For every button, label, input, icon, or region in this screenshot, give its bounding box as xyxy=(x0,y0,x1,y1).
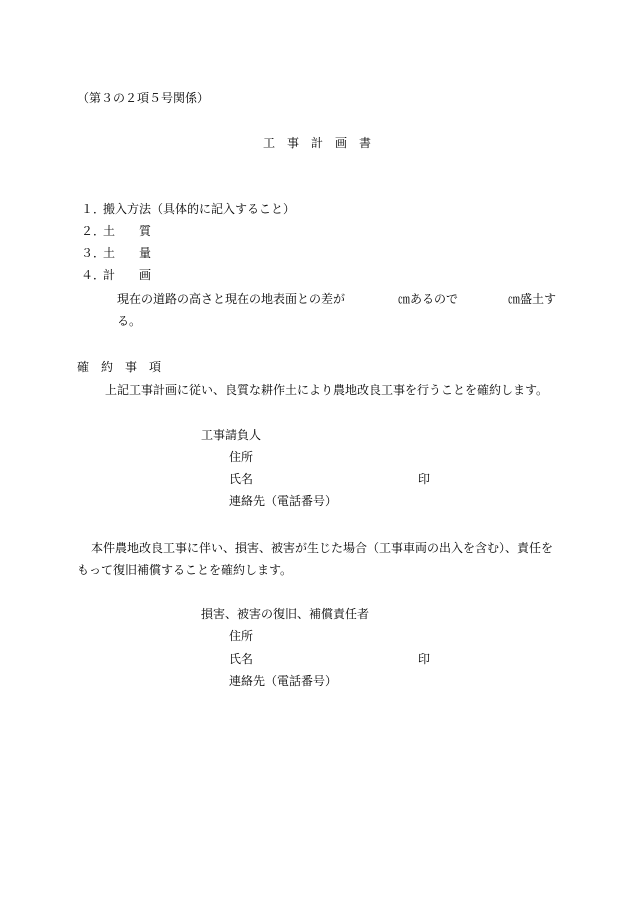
item-label-1: 搬入方法（具体的に記入すること） xyxy=(103,202,296,216)
damage-responsible-title: 損害、被害の復旧、補償責任者 xyxy=(201,607,370,621)
form-reference: （第３の２項５号関係） xyxy=(77,91,210,105)
damage-address-label: 住所 xyxy=(229,629,254,643)
plan-text-line2: る。 xyxy=(117,314,142,328)
plan-unit-1: ㎝あるので xyxy=(398,292,459,306)
item-number-4: ４． xyxy=(81,268,106,282)
damage-paragraph-line2: もって復旧補償することを確約します。 xyxy=(77,563,293,577)
item-number-3: ３． xyxy=(81,246,106,260)
item-label-4: 計 画 xyxy=(103,268,152,282)
confirmation-heading: 確 約 事 項 xyxy=(77,360,162,374)
contractor-address-label: 住所 xyxy=(229,450,254,464)
plan-text-line1: 現在の道路の高さと現在の地表面との差が xyxy=(117,292,346,306)
document-title: 工 事 計 画 書 xyxy=(263,136,372,150)
contractor-contact-label: 連絡先（電話番号） xyxy=(229,494,338,508)
contractor-seal-mark: 印 xyxy=(418,472,431,486)
damage-seal-mark: 印 xyxy=(418,652,431,666)
item-number-1: １． xyxy=(81,202,106,216)
confirmation-text: 上記工事計画に従い、良質な耕作土により農地改良工事を行うことを確約します。 xyxy=(105,383,549,397)
contractor-name-label: 氏名 xyxy=(229,472,254,486)
damage-paragraph-line1: 本件農地改良工事に伴い、損害、被害が生じた場合（工事車両の出入を含む）、責任を xyxy=(91,541,554,555)
contractor-title: 工事請負人 xyxy=(201,428,262,442)
damage-contact-label: 連絡先（電話番号） xyxy=(229,674,338,688)
item-label-2: 土 質 xyxy=(103,224,152,238)
plan-unit-2: ㎝盛土す xyxy=(508,292,557,306)
item-label-3: 土 量 xyxy=(103,246,152,260)
damage-name-label: 氏名 xyxy=(229,652,254,666)
item-number-2: ２． xyxy=(81,224,106,238)
